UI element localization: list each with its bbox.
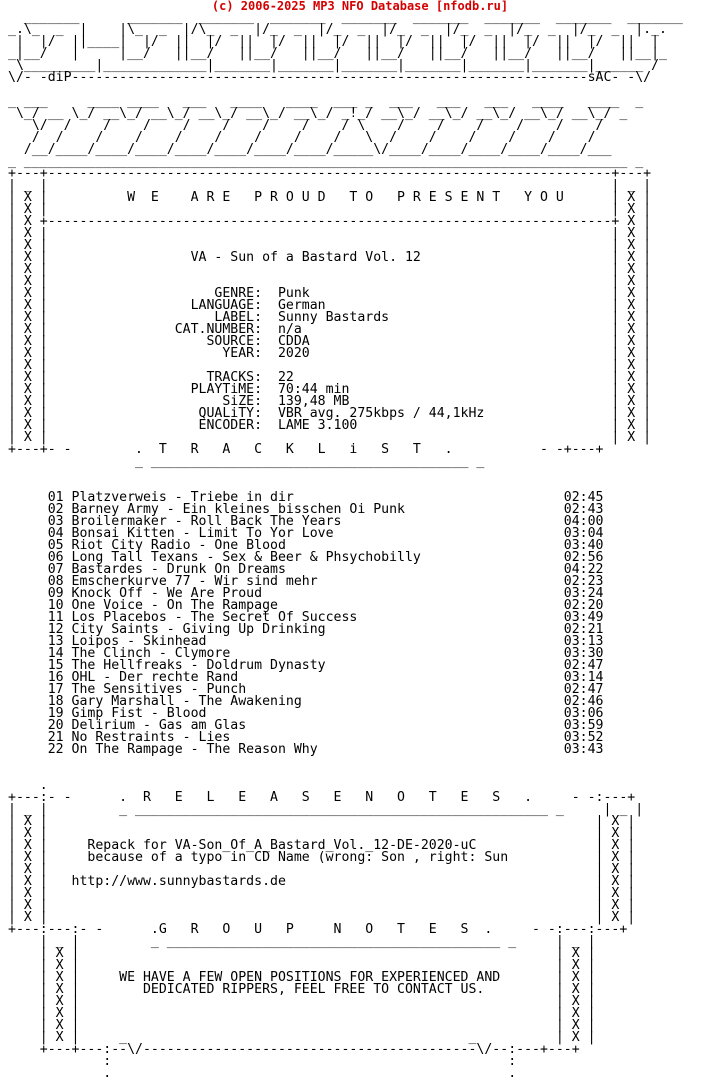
nfo-line: 08 Emscherkurve 77 - Wir sind mehr 02:23: [8, 574, 604, 589]
nfo-line: _ ___ ____ ____ ___ ____ ____ ___ _ ___ ___ ___ ____ ____ _: [8, 94, 644, 109]
nfo-line: | X | | X |: [8, 886, 636, 901]
nfo-line: | X | SiZE: 139,48 MB | X |: [8, 394, 652, 409]
nfo-line: 05 Riot City Radio - One Blood 03:40: [8, 538, 604, 553]
nfo-line: | X | QUALiTY: VBR avg. 275kbps / 44,1kHz | X |: [8, 406, 652, 421]
site-header-title: (c) 2006-2025 MP3 NFO Database [nfodb.ru]: [211, 0, 509, 13]
nfo-line: | X | | X |: [8, 226, 652, 241]
nfo-line: | X | | X |: [8, 910, 636, 925]
nfo-line: | X | W E A R E P R O U D T O P R E S E N T Y O U | X |: [8, 190, 652, 205]
nfo-line: | X | _ _ | X |: [8, 1030, 596, 1045]
nfo-line: : :: [8, 1054, 517, 1069]
nfo-line: _______ _______ _______ _______ _______ _______ _______ _______ _______: [8, 10, 683, 25]
nfo-line: | _ | _ __________________________________________ _ | _ |: [8, 934, 596, 949]
nfo-line: | X | | X |: [8, 826, 636, 841]
nfo-line: \_________|_____________|_______|_______|_______|_______|_______|_______|______ /: [8, 58, 660, 73]
nfo-line: | X | LABEL: Sunny Bastards | X |: [8, 310, 652, 325]
nfo-line: 02 Barney Army - Ein kleines bisschen Oi Punk 02:43: [8, 502, 604, 517]
nfo-line: 22 On The Rampage - The Reason Why 03:43: [8, 742, 604, 757]
nfo-line: | X | | X |: [8, 946, 596, 961]
nfo-line: \/ / / / / / / / / \ / / / / / /: [8, 118, 604, 133]
nfo-line: | X | SOURCE: CDDA | X |: [8, 334, 652, 349]
nfo-line: | X | http://www.sunnybastards.de | X |: [8, 874, 636, 889]
nfo-line: 15 The Hellfreaks - Doldrum Dynasty 02:47: [8, 658, 604, 673]
nfo-line: | X +-----------------------------------------------------------------------+ X |: [8, 214, 652, 229]
nfo-line: 12 City Saints - Giving Up Drinking 02:21: [8, 622, 604, 637]
nfo-line: 21 No Restraints - Lies 03:52: [8, 730, 604, 745]
nfo-line: | X | | X |: [8, 1018, 596, 1033]
nfo-line: | X | YEAR: 2020 | X |: [8, 346, 652, 361]
nfo-line: +---+---:--\/------------------------------------------\/--:---+---+: [8, 1042, 580, 1057]
nfo-line: 17 The Sensitives - Punch 02:47: [8, 682, 604, 697]
nfo-line: 14 The Clinch - Clymore 03:30: [8, 646, 604, 661]
nfo-line: | X | VA - Sun of a Bastard Vol. 12 | X |: [8, 250, 652, 265]
nfo-line: 04 Bonsai Kitten - Limit To Yor Love 03:04: [8, 526, 604, 541]
nfo-line: | X | LANGUAGE: German | X |: [8, 298, 652, 313]
nfo-line: \_/ __ \_/ __\_/ __\_/ __\_/ __\_/ __\_/ _!_/ __\_/ __\_/ __\_/ __\_/ __\_/ _: [8, 106, 628, 121]
nfo-line: | X | | X |: [8, 358, 652, 373]
nfo-line: _.\_ _ | |\_ _ |/\_ _ |/_ _ |/_ _ |/_ _ |/_ _ |/_ _ |/_ _ |._.: [8, 22, 667, 37]
nfo-line: [8, 756, 683, 768]
nfo-line: . .: [8, 1066, 517, 1081]
nfo-line: 19 Gimp Fist - Blood 03:06: [8, 706, 604, 721]
nfo-line: | X | DEDICATED RIPPERS, FEEL FREE TO CONTACT US. | X |: [8, 982, 596, 997]
nfo-line: _ ____________________________________________________________________________ _: [8, 154, 644, 169]
nfo-ascii-document: [8, 12, 683, 1080]
nfo-line: / / / / / / / / / \ / / / / / /: [8, 130, 596, 145]
nfo-line: /__/____/____/____/____/____/____/____/_____\/____/____/____/____/____/___: [8, 142, 612, 157]
nfo-line: _ ________________________________________ _: [8, 454, 485, 469]
nfo-line: | X | ENCODER: LAME 3.100 | X |: [8, 418, 652, 433]
nfo-line: +---:---:- - .G R O U P N O T E S . - -:---:---+: [8, 922, 628, 937]
nfo-line: +---+-----------------------------------------------------------------------+---+: [8, 166, 652, 181]
nfo-line: +---:- - . R E L E A S E N O T E S . - -:---+: [8, 790, 636, 805]
nfo-line: 07 Bastardes - Drunk On Dreams 04:22: [8, 562, 604, 577]
nfo-line: 01 Platzverweis - Triebe in dir 02:45: [8, 490, 604, 505]
nfo-line: 18 Gary Marshall - The Awakening 02:46: [8, 694, 604, 709]
nfo-line: | _ | _ ____________________________________________________ _ | _ |: [8, 802, 644, 817]
nfo-line: | X | | X |: [8, 862, 636, 877]
nfo-line: | X | | X |: [8, 1006, 596, 1021]
nfo-line: 16 OHL - Der rechte Rand 03:14: [8, 670, 604, 685]
nfo-line: 10 One Voice - On The Rampage 02:20: [8, 598, 604, 613]
nfo-line: _|__/ | |__/ ||__/ ||__/ ||__/ ||__/ ||__/ ||__/ ||__/ ||__|_: [8, 46, 667, 61]
nfo-line: [8, 768, 683, 780]
nfo-line: | _ | | _ |: [8, 178, 652, 193]
nfo-line: | X | | X |: [8, 994, 596, 1009]
nfo-line: 03 Broilermaker - Roll Back The Years 04:00: [8, 514, 604, 529]
nfo-line: | X | | X |: [8, 430, 652, 445]
nfo-line: | X | | X |: [8, 814, 636, 829]
nfo-line: | X | WE HAVE A FEW OPEN POSITIONS FOR EXPERIENCED AND | X |: [8, 970, 596, 985]
nfo-line: | X | | X |: [8, 202, 652, 217]
nfo-line: 20 Delirium - Gas am Glas 03:59: [8, 718, 604, 733]
nfo-line: 11 Los Placebos - The Secret Of Success 03:49: [8, 610, 604, 625]
nfo-line: | X | PLAYTiME: 70:44 min | X |: [8, 382, 652, 397]
nfo-line: | X | | X |: [8, 898, 636, 913]
nfo-line: 13 Loipos - Skinhead 03:13: [8, 634, 604, 649]
nfo-line: | X | Repack for VA-Son_Of_A_Bastard_Vol._12-DE-2020-uC | X |: [8, 838, 636, 853]
nfo-line: | X | | X |: [8, 238, 652, 253]
nfo-line: 09 Knock Off - We Are Proud 03:24: [8, 586, 604, 601]
nfo-line: [8, 468, 683, 480]
nfo-line: | X | | X |: [8, 262, 652, 277]
nfo-line: | X | | X |: [8, 958, 596, 973]
nfo-line: | X | TRACKS: 22 | X |: [8, 370, 652, 385]
nfo-line: 06 Long Tall Texans - Sex & Beer & Phsychobilly 02:56: [8, 550, 604, 565]
nfo-line: | X | | X |: [8, 274, 652, 289]
nfo-line: \/- -diP-----------------------------------------------------------------sAC- -\/: [8, 70, 652, 85]
nfo-line: +---+- - . T R A C K L i S T . - -+---+: [8, 442, 604, 457]
nfo-line: | X | because of a typo in CD Name (wrong: Son , right: Sun | X |: [8, 850, 636, 865]
nfo-line: | X | CAT.NUMBER: n/a | X |: [8, 322, 652, 337]
nfo-line: | X | GENRE: Punk | X |: [8, 286, 652, 301]
nfo-line: .: [8, 778, 48, 793]
nfo-line: | |/ ||____| |/ || |/ || |/ || |/ || |/ || |/ || |/ || |/ || |: [8, 34, 660, 49]
